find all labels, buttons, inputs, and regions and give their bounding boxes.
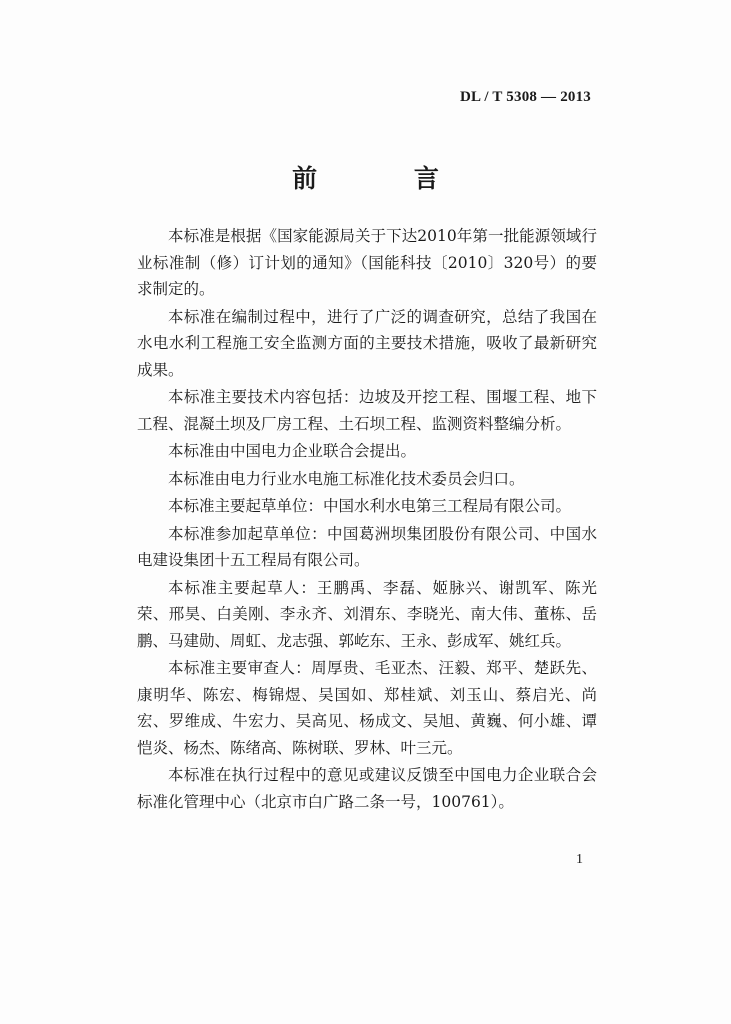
paragraph: 本标准在执行过程中的意见或建议反馈至中国电力企业联合会标准化管理中心（北京市白广路二条一号，100761）。 <box>137 766 597 811</box>
standard-code: DL / T 5308 — 2013 <box>460 89 591 105</box>
paragraph: 本标准是根据《国家能源局关于下达2010年第一批能源领域行业标准制（修）订计划的通知》（国能科技〔2010〕320号）的要求制定的。 <box>137 227 597 298</box>
page-number: 1 <box>576 852 583 867</box>
paragraph: 本标准主要审查人：周厚贵、毛亚杰、汪毅、郑平、楚跃先、康明华、陈宏、梅锦煜、吴国如、郑桂斌、刘玉山、蔡启光、尚宏、罗维成、牛宏力、吴高见、杨成文、吴旭、黄巍、何小雄、谭恺炎、杨杰、陈绪高、陈树联、罗林、叶三元。 <box>137 659 597 757</box>
paragraph: 本标准主要起草人：王鹏禹、李磊、姬脉兴、谢凯军、陈光荣、邢昊、白美刚、李永齐、刘渭东、李晓光、南大伟、董栋、岳鹏、马建勋、周虹、龙志强、郭屹东、王永、彭成军、姚红兵。 <box>137 578 597 650</box>
page-title: 前 言 <box>292 164 483 193</box>
paragraph: 本标准主要技术内容包括：边坡及开挖工程、围堰工程、地下工程、混凝土坝及厂房工程、土石坝工程、监测资料整编分析。 <box>137 388 597 433</box>
paragraph: 本标准由中国电力企业联合会提出。 <box>168 442 417 460</box>
paragraph: 本标准主要起草单位：中国水利水电第三工程局有限公司。 <box>168 497 572 515</box>
preface-body <box>137 223 597 816</box>
paragraph: 本标准由电力行业水电施工标准化技术委员会归口。 <box>168 469 525 488</box>
paragraph: 本标准在编制过程中，进行了广泛的调查研究，总结了我国在水电水利工程施工安全监测方面的主要技术措施，吸收了最新研究成果。 <box>137 307 597 379</box>
paragraph: 本标准参加起草单位：中国葛洲坝集团股份有限公司、中国水电建设集团十五工程局有限公司。 <box>137 524 597 569</box>
